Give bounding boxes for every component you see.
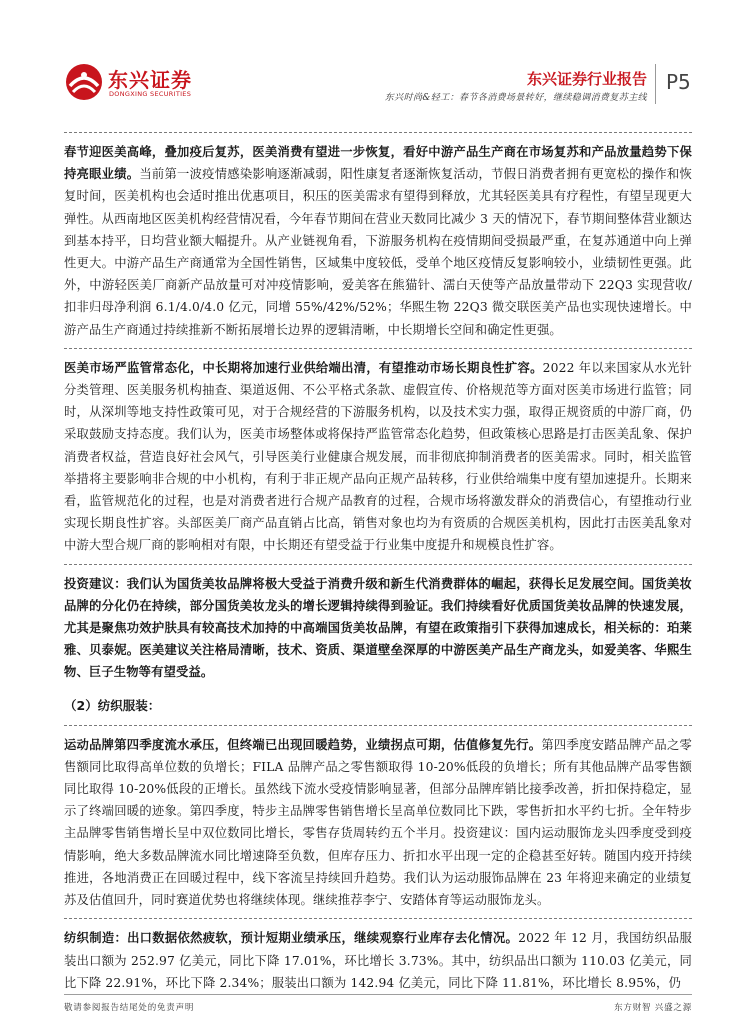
report-subtitle: 东兴时尚&轻工：春节各消费场景转好，继续稳调消费复苏主线: [384, 93, 647, 103]
paragraph-lead: 纺织制造：出口数据依然疲软，预计短期业绩承压，继续观察行业库存去化情况。: [64, 931, 519, 946]
page-number: P5: [666, 70, 691, 94]
footer-divider: [64, 994, 692, 995]
page-header: [0, 0, 755, 110]
paragraph-textile-manufacturing: [64, 927, 692, 994]
logo-english-text: DONGXING SECURITIES: [109, 90, 192, 98]
paragraph-lead: 医美市场严监管常态化，中长期将加速行业供给端出清，有望推动市场长期良性扩容。: [64, 360, 543, 375]
header-divider: [655, 64, 656, 104]
paragraph-lead: 春节迎医美高峰，叠加疫后复苏，医美消费有望进一步恢复，看好中游产品生产商在市场复苏和产品放量趋势下保持亮眼业绩。: [64, 145, 692, 182]
report-body: [64, 132, 692, 994]
paragraph-lead: 运动品牌第四季度流水承压，但终端已出现回暖趋势，业绩拐点可期，估值修复先行。: [64, 737, 542, 752]
paragraph-lead: 投资建议：我们认为国货美妆品牌将极大受益于消费升级和新生代消费群体的崛起，获得长足发展空间。国货美妆品牌的分化仍在持续，部分国货美妆龙头的增长逻辑持续得到验证。我们持续看好优质国货美妆品牌的快速发展，尤其是聚焦功效护肤具有较高技术加持的中高端国货美妆品牌，有望在政策指引下获得加速成长，相关标的：珀莱雅、贝泰妮。医美建议关注格局清晰，技术、资质、渠道壁垒深厚的中游医美产品生产商龙头，如爱美客、华熙生物、巨子生物等有望受益。: [64, 576, 692, 680]
logo-text: 东兴证券: [108, 68, 192, 92]
paragraph-body: 第四季度安踏品牌产品之零售额同比取得高单位数的负增长；FILA 品牌产品之零售额取得 10-20%低段的负增长；所有其他品牌产品零售额同比取得 10-20%低段的正增长。虽然线下流水受疫情影响显著，但部分品牌库销比接季改善，折扣保持稳定，显示了终端回暖的迹象。第四季度，特步主品牌零售销售增长呈高单位数同比下跌，零售折扣水平约七折。全年特步主品牌零售销售增长呈中双位数同比增长，零售存货周转约五个半月。投资建议：国内运动服饰龙头四季度受到疫情影响，绝大多数品牌流水同比增速降至负数，但库存压力、折扣水平出现一定的企稳甚至好转。随国内疫开持续推进，各地消费正在回暖过程中，线下客流呈持续回升趋势。我们认为运动服饰品牌在 23 年将迎来确定的业绩复苏及估值回升，同时赛道优势也将继续体现。继续推荐李宁、安踏体育等运动服饰龙头。: [64, 737, 692, 908]
dongxing-logo-icon: [64, 62, 104, 102]
report-title: 东兴证券行业报告: [526, 70, 647, 88]
paragraph-medical-beauty-recovery: [64, 141, 692, 341]
disclaimer-text: 敬请参阅报告结尾处的免责声明: [64, 1003, 195, 1013]
section-heading-textile: （2）纺织服装：: [64, 697, 161, 713]
paragraph-body: 2022 年以来国家从水光针分类管理、医美服务机构抽查、渠道返佣、不公平格式条款、虚假宣传、价格规范等方面对医美市场进行监管；同时，从深圳等地支持性政策可见，对于合规经营的下游服务机构，以及技术实力强，取得正规资质的中游厂商，仍采取鼓励支持态度。我们认为，医美市场整体或将保持严监管常态化趋势，但政策核心思路是打击医美乱象、保护消费者权益，营造良好社会风气，引导医美行业健康合规发展，而非彻底抑制消费者的医美需求。同时，相关监管举措将主要影响非合规的中小机构，有利于非正规产品向正规产品转移，行业供给端集中度有望加速提升。长期来看，监管规范化的过程，也是对消费者进行合规产品教育的过程，合规市场将激发群众的消费信心，有望推动行业实现长期良性扩容。头部医美厂商产品直销占比高，销售对象也均为有资质的合规医美机构，因此打击医美乱象对中游大型合规厂商的影响相对有限，中长期还有望受益于行业集中度提升和规模良性扩容。: [64, 360, 692, 553]
paragraph-regulation: [64, 357, 692, 557]
company-logo: [64, 62, 214, 102]
page-footer: [64, 994, 692, 1014]
paragraph-sportswear: [64, 734, 692, 912]
paragraph-body: 2022 年 12 月，我国纺织品服装出口额为 252.97 亿美元，同比下降 17.01%，环比增长 3.73%。其中，纺织品出口额为 110.03 亿美元，同比下降 22.91%，环比下降 2.34%；服装出口额为 142.94 亿美元，同比下降 11.81%，环比增长 8.95%，仍: [64, 931, 692, 990]
paragraph-body: 当前第一波疫情感染影响逐渐减弱，阳性康复者逐渐恢复活动，节假日消费者拥有更宽松的操作和恢复时间，医美机构也会适时推出优惠项目，积压的医美需求有望得到释放，尤其轻医美具有疗程性，有望呈现更大弹性。从西南地区医美机构经营情况看，今年春节期间在营业天数同比减少 3 天的情况下，春节期间整体营业额达到基本持平，日均营业额大幅提升。从产业链视角看，下游服务机构在疫情期间受损最严重，在复苏通道中向上弹性更大。中游产品生产商通常为全国性销售，区域集中度较低，受单个地区疫情反复影响较小，业绩韧性更强。此外，中游轻医美厂商新产品放量可对冲疫情影响，爱美客在熊猫针、濡白天使等产品放量带动下 22Q3 实现营收/扣非归母净利润 6.1/4.0/4.0 亿元，同增 55%/42%/52%；华熙生物 22Q3 微交联医美产品也实现快速增长。中游产品生产商通过持续推新不断拓展增长边界的逻辑清晰，中长期增长空间和确定性更强。: [64, 167, 692, 337]
footer-slogan: 东方财智 兴盛之源: [614, 1003, 692, 1013]
paragraph-investment-advice: [64, 573, 692, 684]
